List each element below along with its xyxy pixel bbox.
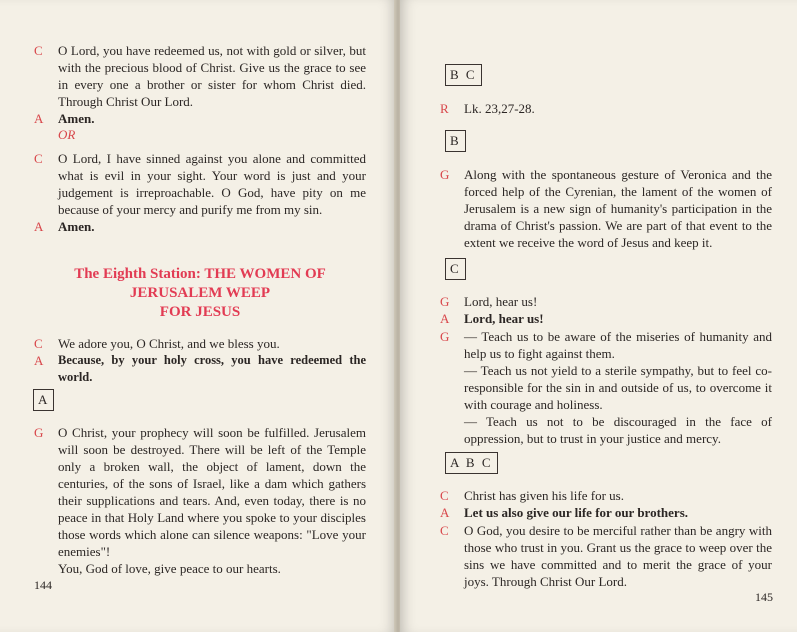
reader-label: G	[34, 425, 44, 440]
reader-box-c: C	[445, 258, 466, 280]
station-title	[34, 265, 366, 322]
prayer-text: O Lord, I have sinned against you alone and committed what is evil in your sight. Your word is just and your judgement is irreproachable. O God, have pity on me because of your mercy and purify me from my sin.	[58, 151, 366, 217]
or-separator: OR	[58, 127, 76, 142]
assembly-label: A	[440, 311, 450, 326]
petition-2: — Teach us not yield to a sterile sympathy, but to feel co-responsible for the sin in and outside of us, to overcome it with courage and holiness.	[464, 363, 772, 412]
page-number-right: 145	[755, 590, 773, 604]
adoration-block	[34, 335, 366, 386]
final-prayer-text: O God, you desire to be merciful rather than be angry with those who trust in you. Grant us the grace to weep over the sins we have committed and to merit the grace of your joys. Through Christ Our Lord.	[464, 523, 772, 589]
life-response-block	[440, 487, 772, 521]
reader-label: G	[440, 329, 450, 344]
reader-box-bc: B C	[445, 64, 482, 86]
assembly-label: A	[34, 219, 44, 234]
adoration-response: Because, by your holy cross, you have redeemed the world.	[58, 353, 366, 384]
station-title-line-1: The Eighth Station: THE WOMEN OF	[74, 266, 326, 282]
scripture-block	[440, 100, 772, 117]
reading-block	[34, 424, 366, 577]
reader-label: G	[440, 167, 450, 182]
celebrant-label: C	[34, 43, 43, 58]
celebrant-label: C	[34, 336, 43, 351]
celebrant-label: C	[440, 488, 449, 503]
prayer-block-2	[34, 150, 366, 235]
reading-text: O Christ, your prophecy will soon be fulfilled. Jerusalem will soon be destroyed. There will be left of the Temple only a broken wall, the object of lament, down the centuries, of the sons of Israel, like a dam which gathers their supplications and tears. And, even today, there is no peace in that Holy Land where you spoke to your disciples those words which alone can silence weapons: "Love your enemies"!	[58, 425, 366, 559]
life-response: Let us also give our life for our brothers.	[464, 505, 689, 520]
station-title-line-2: JERUSALEM WEEP	[129, 285, 271, 301]
assembly-label: A	[34, 353, 44, 368]
litany-response: Lord, hear us!	[464, 311, 544, 326]
reader-label: G	[440, 294, 450, 309]
final-prayer-block	[440, 522, 772, 590]
prayer-block-1	[34, 42, 366, 143]
reflection-text: Along with the spontaneous gesture of Veronica and the forced help of the Cyrenian, the lament of the women of Jerusalem is a new sign of humanity's participation in the drama of Christ's passion. We are part of that event to the extent we receive the word of Jesus and keep it.	[464, 167, 772, 250]
reflection-block	[440, 166, 772, 251]
reading-closing: You, God of love, give peace to our hearts.	[58, 561, 281, 576]
reader-box-b: B	[445, 130, 466, 152]
station-title-line-3: FOR JESUS	[159, 304, 241, 320]
assembly-label: A	[440, 505, 450, 520]
litany-call: Lord, hear us!	[464, 294, 538, 309]
page-number-left: 144	[34, 578, 52, 592]
reader-box-a: A	[33, 389, 54, 411]
life-call: Christ has given his life for us.	[464, 488, 624, 503]
celebrant-label: C	[440, 523, 449, 538]
prayer-text: O Lord, you have redeemed us, not with gold or silver, but with the precious blood of Christ. Give us the grace to see in every one a brother or sister for whom Christ died. Through Christ Our Lord.	[58, 43, 366, 109]
petitions-block	[440, 328, 772, 447]
petition-3: — Teach us not to be discouraged in the face of oppression, but to trust in your justice and mercy.	[464, 414, 772, 446]
amen-response: Amen.	[58, 111, 95, 126]
reader-box-abc: A B C	[445, 452, 498, 474]
assembly-label: A	[34, 111, 44, 126]
right-page	[400, 0, 797, 632]
petition-1: — Teach us to be aware of the miseries of humanity and help us to fight against them.	[464, 329, 772, 361]
litany-response-block	[440, 293, 772, 327]
celebrant-label: C	[34, 151, 43, 166]
scripture-reference: Lk. 23,27-28.	[464, 101, 535, 116]
amen-response: Amen.	[58, 219, 95, 234]
adoration-text: We adore you, O Christ, and we bless you.	[58, 336, 280, 351]
left-page	[0, 0, 396, 632]
reading-label: R	[440, 101, 449, 116]
